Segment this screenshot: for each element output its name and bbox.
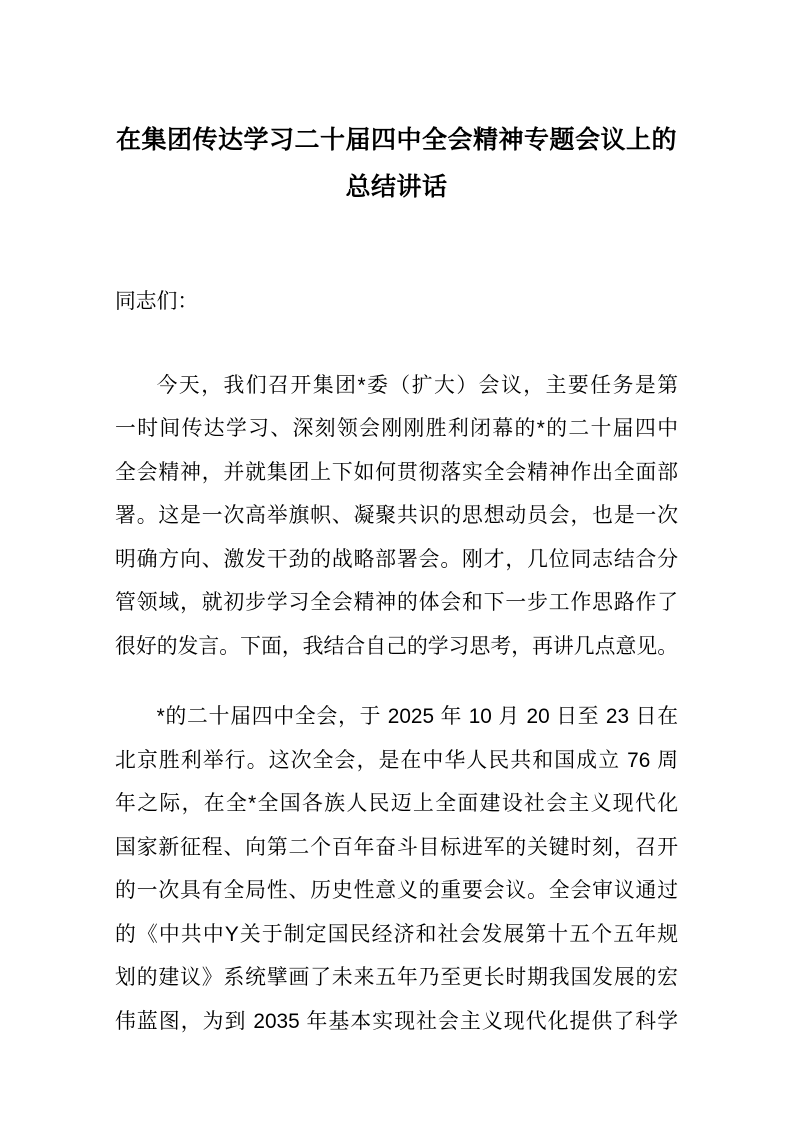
title-line-1: 在集团传达学习二十届四中全会精神专题会议上的: [115, 126, 677, 154]
title-line-2: 总结讲话: [345, 173, 448, 201]
text-line: 国家新征程、向第二个百年奋斗目标进军的关键时刻，召开: [115, 835, 678, 859]
text-line: 一时间传达学习、深刻领会刚刚胜利闭幕的*的二十届四中: [115, 417, 678, 440]
text-line: 今天，我们召开集团*委（扩大）会议，主要任务是第: [156, 373, 678, 397]
text-line: 年之际，在全*全国各族人民迈上全面建设社会主义现代化: [115, 792, 678, 815]
text-line: 署。这是一次高举旗帜、凝聚共识的思想动员会，也是一次: [115, 504, 678, 527]
text-line: 划的建议》系统擘画了未来五年乃至更长时期我国发展的宏: [115, 966, 678, 989]
document-content: [0, 117, 793, 1043]
text-line: 管领域，就初步学习全会精神的体会和下一步工作思路作了: [115, 591, 678, 614]
document-title: [115, 117, 678, 211]
salutation: 同志们：: [115, 290, 199, 313]
text-line: 很好的发言。下面，我结合自己的学习思考，再讲几点意见。: [115, 634, 678, 658]
paragraph-2: [115, 695, 678, 1043]
text-line: 的一次具有全局性、历史性意义的重要会议。全会审议通过: [115, 879, 678, 902]
text-line: 的《中共中Y关于制定国民经济和社会发展第十五个五年规: [115, 922, 678, 946]
text-line: 伟蓝图，为到 2035 年基本实现社会主义现代化提供了科学: [115, 1009, 678, 1033]
paragraph-1: [115, 364, 678, 669]
text-line: 北京胜利举行。这次全会，是在中华人民共和国成立 76 周: [115, 748, 678, 772]
text-line: 明确方向、激发干劲的战略部署会。刚才，几位同志结合分: [115, 547, 678, 571]
text-line: 全会精神，并就集团上下如何贯彻落实全会精神作出全面部: [115, 460, 678, 484]
text-line: *的二十届四中全会，于 2025 年 10 月 20 日至 23 日在: [156, 705, 678, 728]
